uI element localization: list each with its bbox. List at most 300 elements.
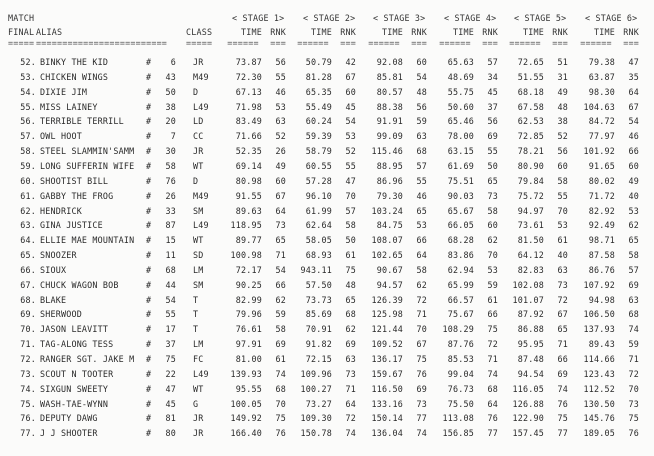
shooter-number: 38: [165, 102, 176, 112]
hash-mark: #: [146, 324, 152, 334]
alias-name: TAG-ALONG TESS: [40, 339, 114, 349]
stage-3-rank: 70: [416, 324, 427, 334]
alias-name: SNOOZER: [40, 250, 77, 260]
hash-mark: #: [146, 280, 152, 290]
stage-2-time: 72.15: [305, 354, 332, 364]
stage-3-rank: 46: [416, 191, 427, 201]
final-place: 69.: [20, 309, 36, 319]
stage-2-rank: 50: [345, 235, 356, 245]
alias-name: WASH-TAE-WYNN: [40, 399, 109, 409]
stage-6-time: 137.93: [583, 324, 615, 334]
stage-2-time: 943.11: [300, 265, 332, 275]
stage-1-time: 97.91: [235, 339, 262, 349]
stage-2-time: 150.78: [300, 428, 332, 438]
stage-3-rank: 76: [416, 369, 427, 379]
stage-5-rank: 60: [557, 161, 568, 171]
stage-1-rank: 67: [275, 191, 286, 201]
stage-4-time: 83.86: [447, 250, 474, 260]
alias-name: CHUCK WAGON BOB: [40, 280, 119, 290]
stage-6-rank: 76: [628, 428, 639, 438]
alias-name: BLAKE: [40, 295, 67, 305]
hash-mark: #: [146, 399, 152, 409]
stage-4-time: 48.69: [447, 72, 474, 82]
stage-2-rank: 69: [345, 339, 356, 349]
stage-4-rank: 55: [487, 146, 498, 156]
stage-1-rank: 55: [275, 72, 286, 82]
stage-4-time: 87.76: [447, 339, 474, 349]
hash-mark: #: [146, 220, 152, 230]
class-code: L49: [193, 102, 209, 112]
stage-6-time: 77.97: [588, 131, 615, 141]
stage-2-time: 58.05: [305, 235, 332, 245]
class-code: FC: [193, 354, 204, 364]
stage-6-time: 92.49: [588, 220, 615, 230]
stage-2-rnk-rule: ===: [340, 38, 356, 48]
stage-1-rank: 59: [275, 309, 286, 319]
stage-3-time: 91.91: [376, 116, 403, 126]
stage-6-time: 98.71: [588, 235, 615, 245]
stage-2-rank: 72: [345, 413, 356, 423]
final-place: 68.: [20, 295, 36, 305]
stage-4-time: 66.57: [447, 295, 474, 305]
stage-6-rank: 70: [628, 384, 639, 394]
stage-4-time: 108.29: [442, 324, 474, 334]
stage-4-rank: 56: [487, 116, 498, 126]
class-code: LD: [193, 116, 204, 126]
alias-column-header: ALIAS: [36, 27, 63, 37]
shooter-number: 68: [165, 265, 176, 275]
stage-1-rank: 61: [275, 354, 286, 364]
stage-3-time: 79.30: [376, 191, 403, 201]
final-place: 70.: [20, 324, 36, 334]
stage-1-rank: 68: [275, 384, 286, 394]
hash-mark: #: [146, 384, 152, 394]
stage-4-rank: 61: [487, 295, 498, 305]
stage-3-time: 150.14: [371, 413, 403, 423]
final-place: 76.: [20, 413, 36, 423]
shooter-number: 6: [170, 57, 176, 67]
hash-mark: #: [146, 102, 152, 112]
shooter-number: 44: [165, 280, 176, 290]
stage-4-rank: 37: [487, 102, 498, 112]
final-place: 77.: [20, 428, 36, 438]
stage-4-rank: 77: [487, 428, 498, 438]
alias-name: STEEL SLAMMIN'SAMM: [40, 146, 135, 156]
stage-1-time: 71.66: [235, 131, 262, 141]
stage-1-time: 100.98: [230, 250, 262, 260]
stage-4-time-rule: ======: [439, 38, 476, 48]
alias-name: CHICKEN WINGS: [40, 72, 109, 82]
stage-2-time: 85.69: [305, 309, 332, 319]
stage-1-rank: 66: [275, 280, 286, 290]
stage-5-rank: 55: [557, 191, 568, 201]
stage-2-rank: 52: [345, 146, 356, 156]
stage-6-rank: 75: [628, 413, 639, 423]
final-column-header: FINAL: [8, 27, 35, 37]
stage-3-time: 125.98: [371, 309, 403, 319]
stage-3-time: 88.38: [376, 102, 403, 112]
class-code: T: [193, 309, 199, 319]
stage-4-time: 65.99: [447, 280, 474, 290]
class-code: G: [193, 399, 199, 409]
stage-1-time: 72.17: [235, 265, 262, 275]
stage-5-time: 82.83: [517, 265, 544, 275]
stage-5-rank: 75: [557, 413, 568, 423]
shooter-number: 45: [165, 399, 176, 409]
stage-4-time: 61.69: [447, 161, 474, 171]
stage-4-rank: 50: [487, 161, 498, 171]
final-place: 67.: [20, 280, 36, 290]
stage-4-time: 63.15: [447, 146, 474, 156]
stage-1-time: 166.40: [230, 428, 262, 438]
stage-3-header: < STAGE 3>: [373, 13, 426, 23]
hash-mark: #: [146, 235, 152, 245]
stage-6-time: 98.30: [588, 87, 615, 97]
class-column-header: CLASS: [186, 27, 213, 37]
stage-4-time: 55.75: [447, 87, 474, 97]
stage-1-rank: 26: [275, 146, 286, 156]
stage-3-rank: 55: [416, 176, 427, 186]
stage-5-time: 81.50: [517, 235, 544, 245]
stage-4-time: 90.03: [447, 191, 474, 201]
stage-1-time: 69.14: [235, 161, 262, 171]
hash-mark: #: [146, 146, 152, 156]
stage-4-rank: 75: [487, 324, 498, 334]
class-code: JR: [193, 146, 204, 156]
stage-2-time: 100.27: [300, 384, 332, 394]
stage-5-rank: 76: [557, 399, 568, 409]
stage-2-time: 70.91: [305, 324, 332, 334]
stage-6-time: 104.63: [583, 102, 615, 112]
alias-name: TERRIBLE TERRILL: [40, 116, 124, 126]
stage-6-time: 130.50: [583, 399, 615, 409]
shooter-number: 7: [170, 131, 176, 141]
hash-mark: #: [146, 57, 152, 67]
stage-5-rank: 52: [557, 131, 568, 141]
stage-1-time: 83.49: [235, 116, 262, 126]
stage-4-header: < STAGE 4>: [444, 13, 497, 23]
stage-5-time: 87.92: [517, 309, 544, 319]
hash-mark: #: [146, 354, 152, 364]
stage-6-rank: 65: [628, 235, 639, 245]
stage-3-time: 109.52: [371, 339, 403, 349]
stage-6-rank: 35: [628, 72, 639, 82]
stage-2-rank: 45: [345, 102, 356, 112]
final-place: 60.: [20, 176, 36, 186]
stage-1-time: 82.99: [235, 295, 262, 305]
alias-name: SIOUX: [40, 265, 67, 275]
stage-5-time-header: TIME: [523, 27, 544, 37]
stage-5-time: 94.97: [517, 206, 544, 216]
stage-1-time-header: TIME: [241, 27, 262, 37]
stage-3-rank: 66: [416, 235, 427, 245]
alias-name: OWL HOOT: [40, 131, 82, 141]
shooter-number: 55: [165, 309, 176, 319]
stage-1-rank: 62: [275, 295, 286, 305]
hash-mark: #: [146, 339, 152, 349]
stage-2-rank: 58: [345, 220, 356, 230]
alias-name: SHOOTIST BILL: [40, 176, 109, 186]
stage-1-time: 79.96: [235, 309, 262, 319]
stage-2-time: 109.30: [300, 413, 332, 423]
stage-3-rank: 71: [416, 309, 427, 319]
stage-5-rank: 38: [557, 116, 568, 126]
stage-4-rank: 69: [487, 131, 498, 141]
stage-4-rnk-header: RNK: [482, 27, 498, 37]
stage-6-time: 145.76: [583, 413, 615, 423]
stage-2-rank: 73: [345, 369, 356, 379]
stage-2-time: 59.39: [305, 131, 332, 141]
stage-1-rank: 70: [275, 399, 286, 409]
stage-3-rank: 56: [416, 102, 427, 112]
stage-4-time: 156.85: [442, 428, 474, 438]
stage-3-time: 115.46: [371, 146, 403, 156]
stage-2-time: 57.50: [305, 280, 332, 290]
stage-5-rnk-rule: ===: [552, 38, 568, 48]
alias-name: BINKY THE KID: [40, 57, 109, 67]
hash-mark: #: [146, 309, 152, 319]
stage-3-time: 92.08: [376, 57, 403, 67]
stage-2-rank: 53: [345, 131, 356, 141]
stage-6-time: 114.66: [583, 354, 615, 364]
final-place: 61.: [20, 191, 36, 201]
stage-1-time: 139.93: [230, 369, 262, 379]
shooter-number: 37: [165, 339, 176, 349]
stage-5-rank: 58: [557, 176, 568, 186]
shooter-number: 22: [165, 369, 176, 379]
stage-4-rank: 72: [487, 339, 498, 349]
stage-2-rank: 64: [345, 399, 356, 409]
stage-4-time: 113.08: [442, 413, 474, 423]
shooter-number: 75: [165, 354, 176, 364]
stage-3-time: 136.17: [371, 354, 403, 364]
stage-2-rank: 74: [345, 428, 356, 438]
stage-2-rank: 42: [345, 57, 356, 67]
shooter-number: 30: [165, 146, 176, 156]
stage-6-time: 94.98: [588, 295, 615, 305]
stage-6-rank: 73: [628, 399, 639, 409]
hash-mark: #: [146, 116, 152, 126]
stage-4-time: 76.73: [447, 384, 474, 394]
shooter-number: 80: [165, 428, 176, 438]
shooter-number: 17: [165, 324, 176, 334]
stage-5-time: 73.61: [517, 220, 544, 230]
class-rule: =====: [186, 38, 213, 48]
stage-5-rank: 67: [557, 309, 568, 319]
stage-4-time: 75.50: [447, 399, 474, 409]
stage-1-rank: 52: [275, 131, 286, 141]
stage-1-time: 80.98: [235, 176, 262, 186]
stage-4-rank: 34: [487, 72, 498, 82]
stage-4-rank: 70: [487, 250, 498, 260]
stage-2-rank: 57: [345, 206, 356, 216]
stage-1-time: 89.77: [235, 235, 262, 245]
stage-4-rank: 57: [487, 57, 498, 67]
stage-5-time: 102.08: [512, 280, 544, 290]
alias-name: HENDRICK: [40, 206, 82, 216]
stage-1-time: 71.98: [235, 102, 262, 112]
stage-4-time: 78.00: [447, 131, 474, 141]
stage-1-rank: 63: [275, 116, 286, 126]
stage-5-time: 86.88: [517, 324, 544, 334]
stage-3-rank: 72: [416, 295, 427, 305]
stage-5-rank: 40: [557, 250, 568, 260]
stage-6-time: 89.43: [588, 339, 615, 349]
shooter-number: 54: [165, 295, 176, 305]
stage-1-rank: 60: [275, 176, 286, 186]
stage-4-rank: 58: [487, 206, 498, 216]
stage-4-time: 65.67: [447, 206, 474, 216]
stage-4-rank: 66: [487, 309, 498, 319]
stage-6-rank: 63: [628, 295, 639, 305]
stage-5-rank: 51: [557, 57, 568, 67]
stage-4-rank: 65: [487, 176, 498, 186]
stage-1-rank: 75: [275, 413, 286, 423]
stage-5-time: 78.21: [517, 146, 544, 156]
final-place: 59.: [20, 161, 36, 171]
stage-3-rank: 58: [416, 265, 427, 275]
stage-2-time: 57.28: [305, 176, 332, 186]
stage-5-time: 79.84: [517, 176, 544, 186]
stage-3-rank: 68: [416, 146, 427, 156]
stage-1-rank: 54: [275, 265, 286, 275]
stage-3-rank: 57: [416, 161, 427, 171]
stage-6-rank: 58: [628, 250, 639, 260]
shooter-number: 11: [165, 250, 176, 260]
stage-2-time: 58.79: [305, 146, 332, 156]
final-place: 73.: [20, 369, 36, 379]
stage-6-rank: 53: [628, 206, 639, 216]
stage-5-rank: 77: [557, 428, 568, 438]
stage-4-time: 99.04: [447, 369, 474, 379]
class-code: T: [193, 295, 199, 305]
stage-2-time: 109.96: [300, 369, 332, 379]
stage-1-time: 52.35: [235, 146, 262, 156]
shooter-number: 15: [165, 235, 176, 245]
stage-3-rank: 48: [416, 87, 427, 97]
stage-6-rank: 68: [628, 309, 639, 319]
hash-mark: #: [146, 295, 152, 305]
stage-1-time: 95.55: [235, 384, 262, 394]
stage-6-time: 84.72: [588, 116, 615, 126]
stage-1-rnk-header: RNK: [270, 27, 286, 37]
final-place: 53.: [20, 72, 36, 82]
class-code: M49: [193, 191, 209, 201]
stage-6-rank: 57: [628, 265, 639, 275]
stage-4-rank: 73: [487, 191, 498, 201]
hash-mark: #: [146, 250, 152, 260]
stage-2-rank: 70: [345, 191, 356, 201]
stage-1-time: 67.13: [235, 87, 262, 97]
stage-6-rank: 47: [628, 57, 639, 67]
stage-5-time: 62.53: [517, 116, 544, 126]
stage-1-time: 91.55: [235, 191, 262, 201]
alias-name: SIXGUN SWEETY: [40, 384, 109, 394]
stage-2-rank: 71: [345, 384, 356, 394]
stage-5-rnk-header: RNK: [552, 27, 568, 37]
class-code: JR: [193, 413, 204, 423]
alias-rule: =========================: [36, 38, 168, 48]
alias-name: J J SHOOTER: [40, 428, 98, 438]
shooter-number: 76: [165, 176, 176, 186]
class-code: M49: [193, 72, 209, 82]
stage-5-time: 75.72: [517, 191, 544, 201]
stage-6-rank: 66: [628, 146, 639, 156]
stage-6-time: 63.87: [588, 72, 615, 82]
stage-2-rank: 55: [345, 161, 356, 171]
stage-5-time-rule: ======: [509, 38, 546, 48]
stage-4-time-header: TIME: [453, 27, 474, 37]
stage-1-time: 73.87: [235, 57, 262, 67]
stage-1-rank: 46: [275, 87, 286, 97]
alias-name: GABBY THE FROG: [40, 191, 114, 201]
stage-2-rank: 60: [345, 87, 356, 97]
match-label: MATCH: [8, 13, 35, 23]
stage-2-rank: 75: [345, 265, 356, 275]
stage-1-rank: 56: [275, 57, 286, 67]
final-place: 63.: [20, 220, 36, 230]
stage-3-time: 88.95: [376, 161, 403, 171]
stage-5-rank: 48: [557, 102, 568, 112]
final-place: 57.: [20, 131, 36, 141]
stage-1-time-rule: ======: [227, 38, 264, 48]
stage-5-rank: 74: [557, 384, 568, 394]
stage-4-time: 75.51: [447, 176, 474, 186]
stage-4-rank: 68: [487, 384, 498, 394]
stage-2-time: 50.79: [305, 57, 332, 67]
stage-4-rank: 71: [487, 354, 498, 364]
stage-3-time: 86.96: [376, 176, 403, 186]
stage-6-time-header: TIME: [594, 27, 615, 37]
stage-1-rank: 71: [275, 250, 286, 260]
stage-2-rank: 68: [345, 309, 356, 319]
final-rule: =====: [8, 38, 35, 48]
stage-6-time: 189.05: [583, 428, 615, 438]
stage-3-time: 84.75: [376, 220, 403, 230]
stage-5-time: 122.90: [512, 413, 544, 423]
alias-name: DEPUTY DAWG: [40, 413, 98, 423]
stage-6-time: 107.92: [583, 280, 615, 290]
stage-1-rank: 53: [275, 102, 286, 112]
stage-5-time: 68.18: [517, 87, 544, 97]
stage-6-rank: 40: [628, 191, 639, 201]
hash-mark: #: [146, 428, 152, 438]
stage-2-time: 91.82: [305, 339, 332, 349]
stage-4-time: 62.94: [447, 265, 474, 275]
stage-6-rank: 62: [628, 220, 639, 230]
stage-3-rank: 63: [416, 131, 427, 141]
stage-6-rank: 46: [628, 131, 639, 141]
stage-1-time: 118.95: [230, 220, 262, 230]
stage-3-time: 126.39: [371, 295, 403, 305]
stage-1-time: 149.92: [230, 413, 262, 423]
stage-1-header: < STAGE 1>: [232, 13, 285, 23]
stage-3-rank: 65: [416, 206, 427, 216]
shooter-number: 33: [165, 206, 176, 216]
stage-5-rank: 69: [557, 369, 568, 379]
stage-3-time: 94.57: [376, 280, 403, 290]
class-code: SM: [193, 206, 204, 216]
final-place: 65.: [20, 250, 36, 260]
stage-2-rnk-header: RNK: [340, 27, 356, 37]
stage-2-rank: 67: [345, 72, 356, 82]
stage-1-time: 89.63: [235, 206, 262, 216]
class-code: L49: [193, 369, 209, 379]
stage-3-time: 159.67: [371, 369, 403, 379]
stage-3-rank: 69: [416, 384, 427, 394]
stage-1-time: 76.61: [235, 324, 262, 334]
stage-6-time: 123.43: [583, 369, 615, 379]
